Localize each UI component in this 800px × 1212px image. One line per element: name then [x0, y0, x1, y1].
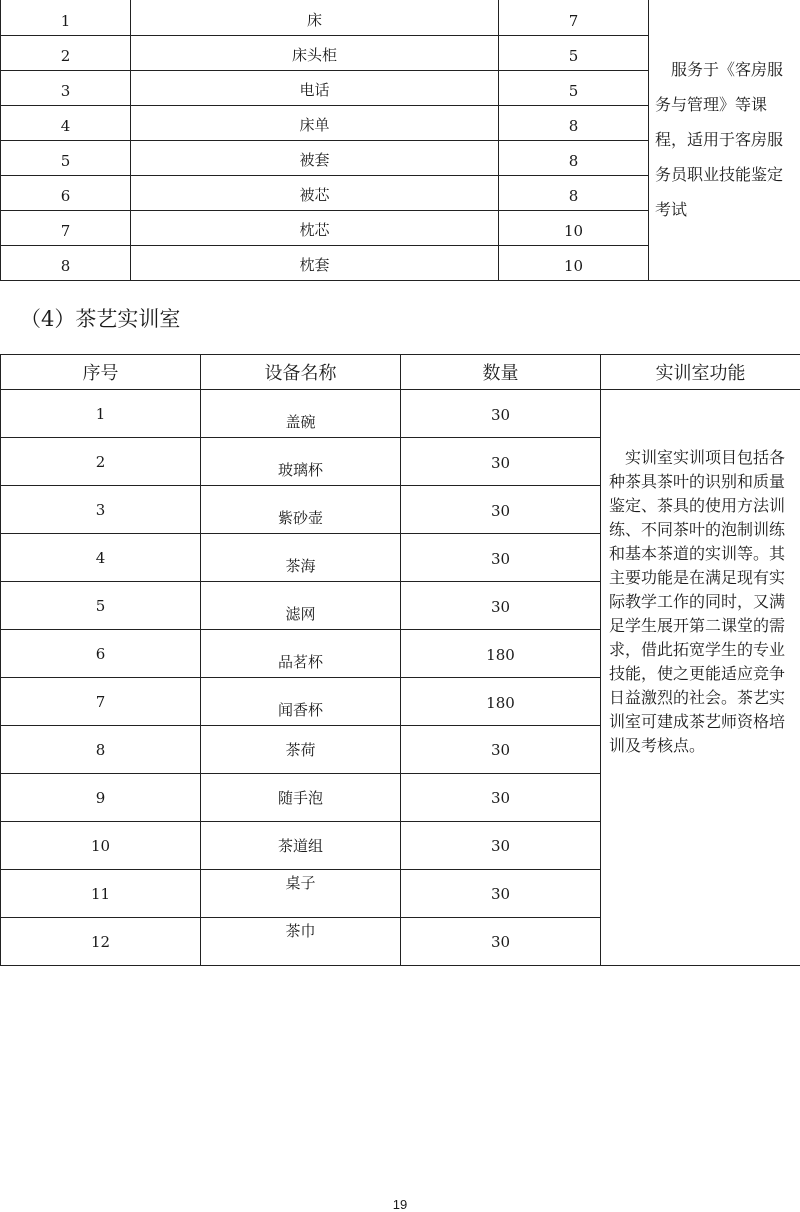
section-heading: （4）茶艺实训室 [20, 303, 180, 333]
equipment-quantity: 7 [499, 0, 649, 35]
row-number: 3 [1, 70, 131, 105]
row-number: 4 [1, 534, 201, 582]
row-number: 7 [1, 678, 201, 726]
table-header-row [1, 355, 800, 390]
room-function: 实训室实训项目包括各种茶具茶叶的识别和质量鉴定、茶具的使用方法训练、不同茶叶的泡制训练和基本茶道的实训等。其主要功能是在满足现有实际教学工作的同时，又满足学生展开第二课堂的需求，借此拓宽学生的专业技能，使之更能适应竞争日益激烈的社会。茶艺实训室可建成茶艺师资格培训及考核点。 [601, 390, 800, 966]
header-quantity: 数量 [401, 355, 601, 390]
equipment-quantity: 10 [499, 245, 649, 280]
equipment-name: 床单 [131, 105, 499, 140]
row-number: 6 [1, 175, 131, 210]
row-number: 1 [1, 0, 131, 35]
row-number: 2 [1, 35, 131, 70]
equipment-quantity: 30 [401, 774, 601, 822]
equipment-name: 床头柜 [131, 35, 499, 70]
equipment-quantity: 180 [401, 678, 601, 726]
housekeeping-equipment-table [0, 0, 800, 281]
equipment-name: 盖碗 [201, 390, 401, 438]
row-number: 11 [1, 870, 201, 918]
row-number: 5 [1, 140, 131, 175]
table-row [1, 0, 800, 35]
equipment-name: 玻璃杯 [201, 438, 401, 486]
equipment-quantity: 8 [499, 140, 649, 175]
row-number: 5 [1, 582, 201, 630]
equipment-name: 被芯 [131, 175, 499, 210]
header-equipment-name: 设备名称 [201, 355, 401, 390]
equipment-name: 床 [131, 0, 499, 35]
equipment-quantity: 5 [499, 35, 649, 70]
equipment-quantity: 30 [401, 870, 601, 918]
row-number: 4 [1, 105, 131, 140]
equipment-quantity: 8 [499, 105, 649, 140]
equipment-quantity: 30 [401, 438, 601, 486]
equipment-name: 茶巾 [201, 918, 401, 966]
equipment-name: 茶荷 [201, 726, 401, 774]
row-number: 7 [1, 210, 131, 245]
equipment-name: 闻香杯 [201, 678, 401, 726]
row-number: 3 [1, 486, 201, 534]
equipment-quantity: 180 [401, 630, 601, 678]
equipment-quantity: 30 [401, 822, 601, 870]
equipment-name: 茶道组 [201, 822, 401, 870]
equipment-name: 品茗杯 [201, 630, 401, 678]
equipment-name: 被套 [131, 140, 499, 175]
equipment-name: 紫砂壶 [201, 486, 401, 534]
equipment-name: 滤网 [201, 582, 401, 630]
row-number: 2 [1, 438, 201, 486]
header-number: 序号 [1, 355, 201, 390]
header-function: 实训室功能 [601, 355, 800, 390]
room-function: 服务于《客房服务与管理》等课程，适用于客房服务员职业技能鉴定考试 [649, 0, 800, 280]
equipment-quantity: 30 [401, 534, 601, 582]
equipment-name: 枕套 [131, 245, 499, 280]
equipment-name: 随手泡 [201, 774, 401, 822]
equipment-name: 电话 [131, 70, 499, 105]
row-number: 10 [1, 822, 201, 870]
row-number: 1 [1, 390, 201, 438]
tea-art-equipment-table [0, 354, 800, 966]
equipment-quantity: 30 [401, 582, 601, 630]
equipment-quantity: 30 [401, 726, 601, 774]
row-number: 8 [1, 726, 201, 774]
equipment-quantity: 30 [401, 486, 601, 534]
table-row [1, 390, 800, 438]
row-number: 8 [1, 245, 131, 280]
equipment-quantity: 10 [499, 210, 649, 245]
page-number: 19 [0, 1197, 800, 1212]
row-number: 9 [1, 774, 201, 822]
equipment-name: 桌子 [201, 870, 401, 918]
equipment-name: 茶海 [201, 534, 401, 582]
equipment-quantity: 8 [499, 175, 649, 210]
equipment-quantity: 5 [499, 70, 649, 105]
row-number: 12 [1, 918, 201, 966]
row-number: 6 [1, 630, 201, 678]
equipment-quantity: 30 [401, 390, 601, 438]
equipment-name: 枕芯 [131, 210, 499, 245]
equipment-quantity: 30 [401, 918, 601, 966]
